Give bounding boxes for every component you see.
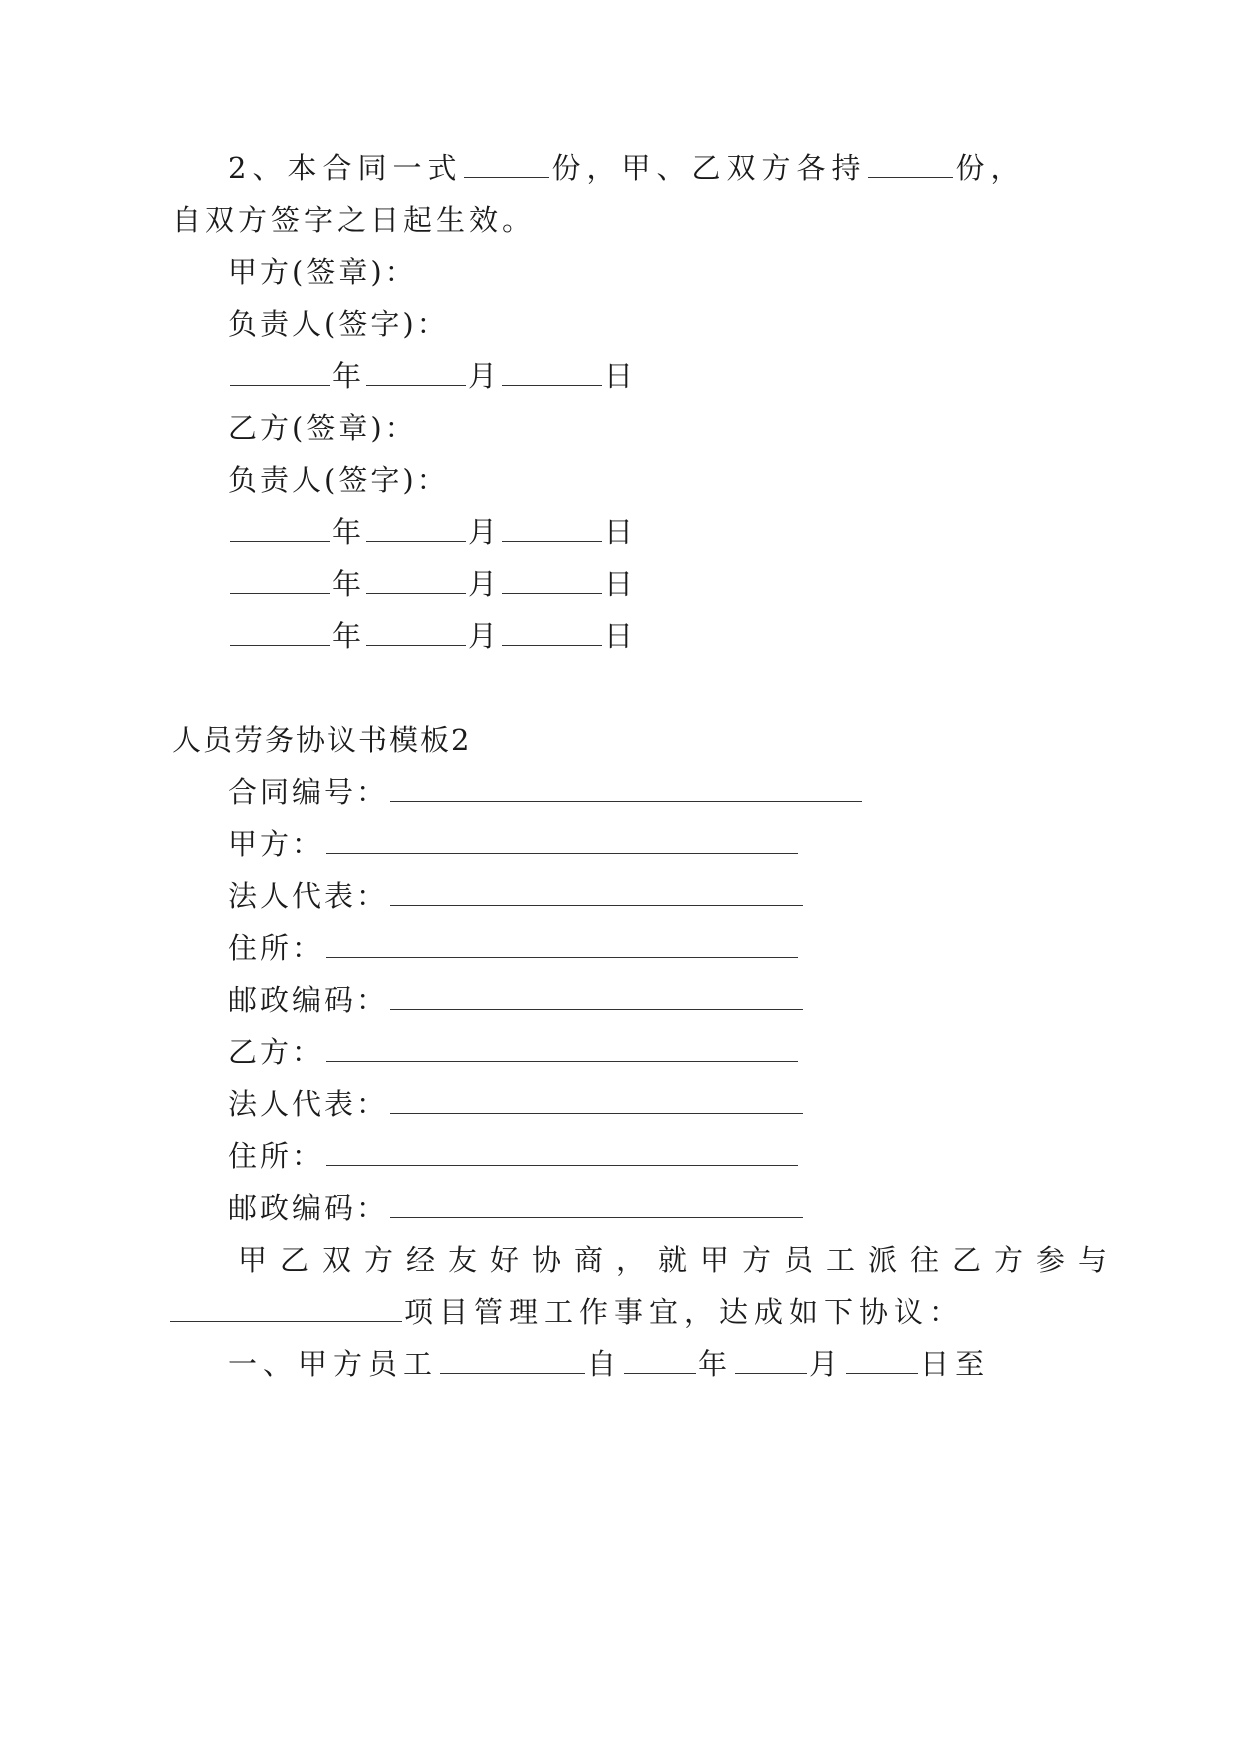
postcode-b-blank[interactable]	[390, 1189, 803, 1218]
month-label: 月	[468, 359, 501, 393]
month-blank[interactable]	[366, 513, 466, 542]
postcode-a-label: 邮政编码：	[228, 983, 389, 1017]
date-line-4	[228, 616, 636, 656]
legal-rep-a-blank[interactable]	[390, 877, 803, 906]
clause-1-text-a: 一、甲方员工	[228, 1347, 439, 1381]
year-blank[interactable]	[230, 513, 330, 542]
month-label: 月	[468, 619, 501, 653]
copies-total-blank[interactable]	[464, 149, 549, 178]
contract-number-label: 合同编号：	[228, 775, 389, 809]
day-label: 日	[604, 619, 637, 653]
day-blank[interactable]	[502, 513, 602, 542]
employee-name-blank[interactable]	[440, 1345, 585, 1374]
clause-2-line	[228, 148, 1025, 188]
contract-number-row	[228, 772, 864, 812]
clause-2-text-1: 2、本合同一式	[228, 151, 463, 185]
date-line-3	[228, 564, 636, 604]
year-label: 年	[332, 515, 365, 549]
party-b-blank[interactable]	[326, 1033, 798, 1062]
day-label: 日	[604, 567, 637, 601]
day-label: 日	[604, 359, 637, 393]
contract-number-blank[interactable]	[390, 773, 862, 802]
party-a-label: 甲方：	[228, 827, 325, 861]
party-a-blank[interactable]	[326, 825, 798, 854]
address-a-row	[228, 928, 800, 968]
address-b-blank[interactable]	[326, 1137, 798, 1166]
clause-1-text-d: 月	[809, 1347, 845, 1381]
clause-1-text-e: 日至	[920, 1347, 991, 1381]
intro-line-2-text: 项目管理工作事宜，达成如下协议：	[404, 1295, 965, 1329]
year-blank[interactable]	[230, 617, 330, 646]
clause-1-row	[228, 1344, 990, 1384]
day-blank[interactable]	[502, 617, 602, 646]
day-label: 日	[604, 515, 637, 549]
party-b-row	[228, 1032, 800, 1072]
party-a-row	[228, 824, 800, 864]
year-blank[interactable]	[230, 565, 330, 594]
intro-line-1: 甲乙双方经友好协商，就甲方员工派往乙方参与	[238, 1243, 1121, 1277]
party-b-label: 乙方：	[228, 1035, 325, 1069]
year-blank[interactable]	[230, 357, 330, 386]
month-blank[interactable]	[366, 357, 466, 386]
party-a-responsible-label: 负责人(签字)：	[228, 307, 449, 341]
legal-rep-b-label: 法人代表：	[228, 1087, 389, 1121]
address-a-blank[interactable]	[326, 929, 798, 958]
legal-rep-b-blank[interactable]	[390, 1085, 803, 1114]
start-year-blank[interactable]	[624, 1345, 696, 1374]
address-b-row	[228, 1136, 800, 1176]
party-b-responsible-label: 负责人(签字)：	[228, 463, 449, 497]
month-label: 月	[468, 515, 501, 549]
postcode-a-row	[228, 980, 805, 1020]
legal-rep-b-row	[228, 1084, 805, 1124]
clause-2-text-3: 份，	[955, 151, 1026, 185]
party-b-seal-label: 乙方(签章)：	[228, 411, 417, 445]
start-month-blank[interactable]	[735, 1345, 807, 1374]
address-b-label: 住所：	[228, 1139, 325, 1173]
day-blank[interactable]	[502, 565, 602, 594]
template-2-title: 人员劳务协议书模板2	[172, 723, 472, 757]
clause-2-text-2: 份，甲、乙双方各持	[551, 151, 867, 185]
year-label: 年	[332, 567, 365, 601]
postcode-b-label: 邮政编码：	[228, 1191, 389, 1225]
clause-1-text-b: 自	[587, 1347, 623, 1381]
address-a-label: 住所：	[228, 931, 325, 965]
start-day-blank[interactable]	[846, 1345, 918, 1374]
month-blank[interactable]	[366, 565, 466, 594]
intro-line-2	[168, 1292, 964, 1332]
year-label: 年	[332, 619, 365, 653]
copies-each-blank[interactable]	[868, 149, 953, 178]
clause-2-continuation: 自双方签字之日起生效。	[172, 203, 536, 237]
postcode-a-blank[interactable]	[390, 981, 803, 1010]
date-line-1	[228, 356, 636, 396]
party-a-seal-label: 甲方(签章)：	[228, 255, 417, 289]
day-blank[interactable]	[502, 357, 602, 386]
month-blank[interactable]	[366, 617, 466, 646]
year-label: 年	[332, 359, 365, 393]
month-label: 月	[468, 567, 501, 601]
legal-rep-a-label: 法人代表：	[228, 879, 389, 913]
postcode-b-row	[228, 1188, 805, 1228]
clause-1-text-c: 年	[698, 1347, 734, 1381]
date-line-2	[228, 512, 636, 552]
legal-rep-a-row	[228, 876, 805, 916]
project-name-blank[interactable]	[170, 1293, 402, 1322]
